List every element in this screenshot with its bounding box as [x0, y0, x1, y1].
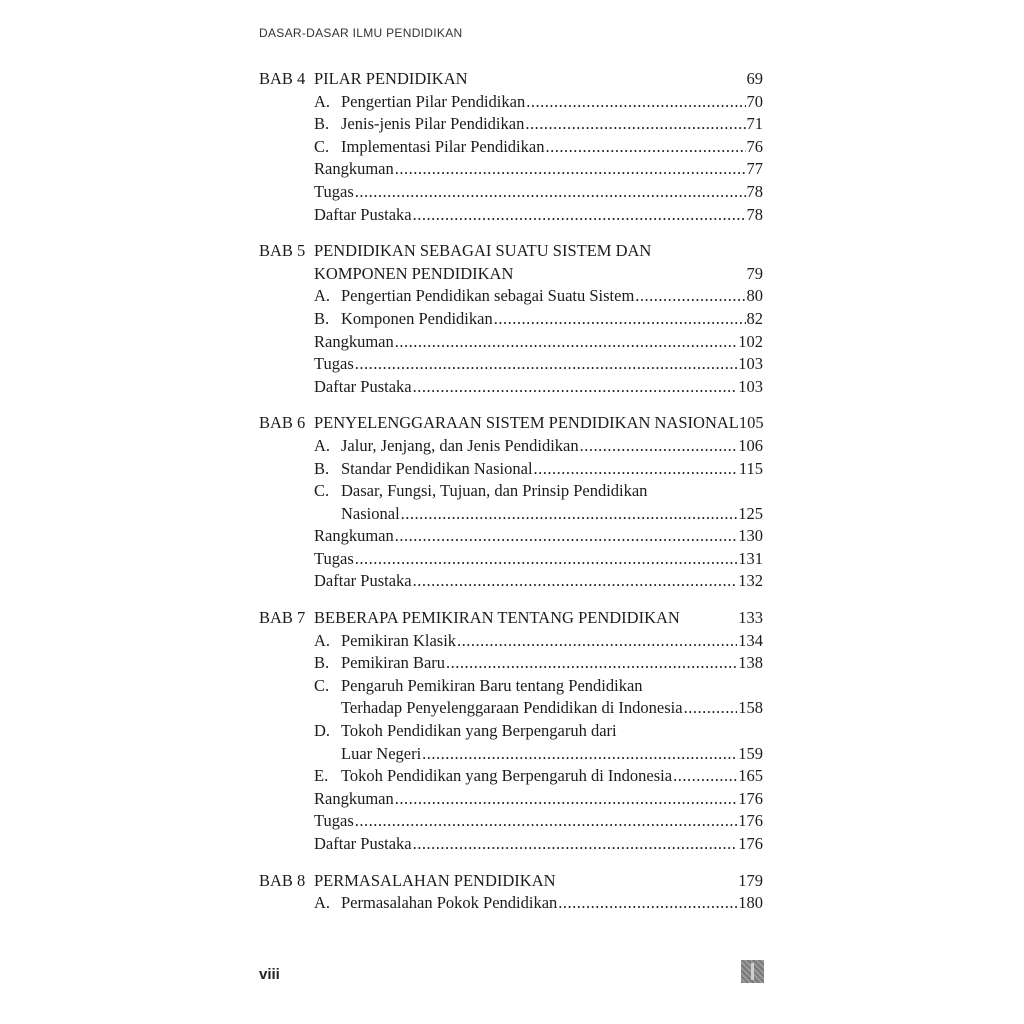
toc-entry: [259, 181, 763, 204]
entry-title: Tokoh Pendidikan yang Berpengaruh di Indonesia: [341, 766, 673, 786]
entry-letter: A.: [314, 630, 331, 650]
dot-leader: [526, 91, 745, 114]
entry-page: 106: [738, 435, 763, 455]
dot-leader: [446, 652, 737, 675]
entry-title: Nasional: [341, 503, 400, 523]
publisher-logo-icon: [741, 960, 764, 983]
chapter-section: [259, 240, 763, 398]
dot-leader: [635, 285, 745, 308]
entry-title: Rangkuman: [314, 159, 394, 179]
entry-title: Tugas: [314, 181, 354, 201]
toc-entry: [259, 376, 763, 399]
chapter-page: 69: [746, 69, 763, 88]
entry-title: Pengaruh Pemikiran Baru tentang Pendidikan: [341, 675, 643, 695]
chapter-number: BAB 5: [259, 241, 306, 261]
dot-leader: [525, 113, 745, 136]
dot-leader: [395, 158, 746, 181]
dot-leader: [580, 435, 738, 458]
chapter-section: [259, 68, 763, 226]
entry-page: 76: [746, 136, 763, 156]
dot-leader: [413, 204, 746, 227]
chapter-number: BAB 8: [259, 870, 306, 890]
chapter-heading-row: [259, 240, 763, 263]
entry-title: Daftar Pustaka: [314, 571, 412, 591]
entry-page: 77: [746, 159, 763, 179]
entry-title: Pengertian Pendidikan sebagai Suatu Sistem: [341, 286, 635, 306]
entry-title: Luar Negeri: [341, 743, 422, 763]
entry-title: Tokoh Pendidikan yang Berpengaruh dari: [341, 721, 617, 741]
entry-page: 103: [738, 354, 763, 374]
entry-page: 82: [746, 308, 763, 328]
toc-entry: [259, 548, 763, 571]
entry-page: 102: [738, 331, 763, 351]
chapter-title: PILAR PENDIDIKAN: [314, 69, 468, 88]
toc-entry: [259, 630, 763, 653]
toc-entry: [259, 308, 763, 331]
toc-entry: [259, 91, 763, 114]
entry-letter: C.: [314, 136, 330, 156]
chapter-page: 105: [738, 413, 764, 433]
toc-entry: [259, 720, 763, 743]
entry-title: Permasalahan Pokok Pendidikan: [341, 893, 558, 913]
entry-page: 131: [738, 548, 763, 568]
chapter-number: BAB 6: [259, 413, 306, 433]
toc-entry: [259, 331, 763, 354]
table-of-contents: [259, 68, 763, 929]
toc-entry: [259, 833, 763, 856]
dot-leader: [413, 376, 738, 399]
entry-title: Tugas: [314, 548, 354, 568]
entry-page: 78: [746, 181, 763, 201]
entry-page: 180: [738, 893, 763, 913]
toc-entry: [259, 525, 763, 548]
entry-title: Jenis-jenis Pilar Pendidikan: [341, 114, 525, 134]
toc-entry-continuation: [259, 503, 763, 526]
chapter-page: 133: [738, 608, 763, 628]
entry-letter: B.: [314, 114, 330, 134]
entry-title: Pemikiran Baru: [341, 653, 446, 673]
toc-entry: [259, 136, 763, 159]
entry-page: 138: [738, 653, 763, 673]
chapter-section: [259, 412, 763, 593]
entry-letter: A.: [314, 286, 331, 306]
entry-title: Dasar, Fungsi, Tujuan, dan Prinsip Pendidikan: [341, 481, 648, 501]
toc-entry: [259, 158, 763, 181]
chapter-title: PERMASALAHAN PENDIDIKAN: [314, 870, 556, 890]
entry-letter: E.: [314, 766, 329, 786]
entry-title: Implementasi Pilar Pendidikan: [341, 136, 545, 156]
dot-leader: [494, 308, 746, 331]
chapter-title: BEBERAPA PEMIKIRAN TENTANG PENDIDIKAN: [314, 608, 680, 628]
entry-title: Rangkuman: [314, 331, 394, 351]
entry-title: Standar Pendidikan Nasional: [341, 458, 533, 478]
toc-entry: [259, 675, 763, 698]
dot-leader: [355, 548, 738, 571]
entry-letter: D.: [314, 721, 331, 741]
entry-page: 134: [738, 630, 763, 650]
entry-page: 115: [738, 458, 763, 478]
entry-letter: A.: [314, 893, 331, 913]
entry-page: 158: [738, 698, 763, 718]
entry-title: Terhadap Penyelenggaraan Pendidikan di Indonesia: [341, 698, 683, 718]
dot-leader: [545, 136, 745, 159]
chapter-number: BAB 4: [259, 69, 306, 88]
entry-page: 78: [746, 204, 763, 224]
entry-page: 103: [738, 376, 763, 396]
dot-leader: [355, 810, 738, 833]
entry-page: 80: [746, 286, 763, 306]
chapter-heading-row: [259, 607, 763, 630]
entry-title: Komponen Pendidikan: [341, 308, 493, 328]
entry-page: 132: [738, 571, 763, 591]
toc-entry: [259, 765, 763, 788]
chapter-heading-row: [259, 412, 763, 435]
dot-leader: [395, 788, 738, 811]
entry-title: Daftar Pustaka: [314, 204, 412, 224]
running-head: DASAR-DASAR ILMU PENDIDIKAN: [259, 26, 463, 40]
entry-title: Rangkuman: [314, 526, 394, 546]
entry-letter: C.: [314, 481, 330, 501]
chapter-page: 79: [746, 263, 763, 283]
toc-entry: [259, 810, 763, 833]
chapter-page: 179: [738, 870, 763, 890]
dot-leader: [413, 833, 738, 856]
dot-leader: [422, 743, 737, 766]
toc-entry: [259, 204, 763, 227]
dot-leader: [395, 525, 738, 548]
entry-title: Daftar Pustaka: [314, 376, 412, 396]
chapter-title: PENDIDIKAN SEBAGAI SUATU SISTEM DAN: [314, 241, 652, 261]
entry-letter: A.: [314, 435, 331, 455]
entry-title: Daftar Pustaka: [314, 834, 412, 853]
chapter-heading-row: [259, 68, 763, 91]
entry-page: 176: [738, 788, 763, 808]
toc-entry-continuation: [259, 743, 763, 766]
toc-entry: [259, 788, 763, 811]
dot-leader: [413, 570, 738, 593]
dot-leader: [558, 892, 737, 915]
entry-title: Tugas: [314, 354, 354, 374]
entry-title: Jalur, Jenjang, dan Jenis Pendidikan: [341, 435, 579, 455]
entry-letter: B.: [314, 653, 330, 673]
toc-entry: [259, 113, 763, 136]
entry-page: 176: [738, 834, 763, 853]
dot-leader: [355, 181, 746, 204]
chapter-number: BAB 7: [259, 608, 306, 628]
entry-title: Rangkuman: [314, 788, 394, 808]
dot-leader: [355, 353, 738, 376]
entry-title: Pemikiran Klasik: [341, 630, 457, 650]
entry-page: 176: [738, 811, 763, 831]
chapter-section: [259, 870, 763, 915]
entry-page: 165: [738, 766, 763, 786]
dot-leader: [684, 697, 738, 720]
chapter-title: KOMPONEN PENDIDIKAN: [314, 263, 514, 283]
entry-page: 70: [746, 91, 763, 111]
toc-entry-continuation: [259, 697, 763, 720]
chapter-title: PENYELENGGARAAN SISTEM PENDIDIKAN NASIONAL: [314, 413, 739, 433]
dot-leader: [401, 503, 738, 526]
entry-page: 71: [746, 114, 763, 134]
toc-entry: [259, 285, 763, 308]
chapter-heading-row: [259, 870, 763, 893]
chapter-heading-row: [259, 263, 763, 286]
dot-leader: [673, 765, 737, 788]
page-number: viii: [259, 966, 280, 983]
entry-title: Tugas: [314, 811, 354, 831]
toc-entry: [259, 652, 763, 675]
entry-letter: B.: [314, 458, 330, 478]
toc-entry: [259, 435, 763, 458]
toc-entry: [259, 353, 763, 376]
toc-entry: [259, 480, 763, 503]
entry-title: Pengertian Pilar Pendidikan: [341, 91, 526, 111]
entry-letter: C.: [314, 675, 330, 695]
chapter-section: [259, 607, 763, 856]
entry-letter: A.: [314, 91, 331, 111]
toc-entry: [259, 570, 763, 593]
entry-page: 130: [738, 526, 763, 546]
dot-leader: [457, 630, 737, 653]
entry-page: 125: [738, 503, 763, 523]
toc-entry: [259, 458, 763, 481]
dot-leader: [534, 458, 738, 481]
entry-letter: B.: [314, 308, 330, 328]
toc-entry: [259, 892, 763, 915]
entry-page: 159: [738, 743, 763, 763]
dot-leader: [395, 331, 738, 354]
